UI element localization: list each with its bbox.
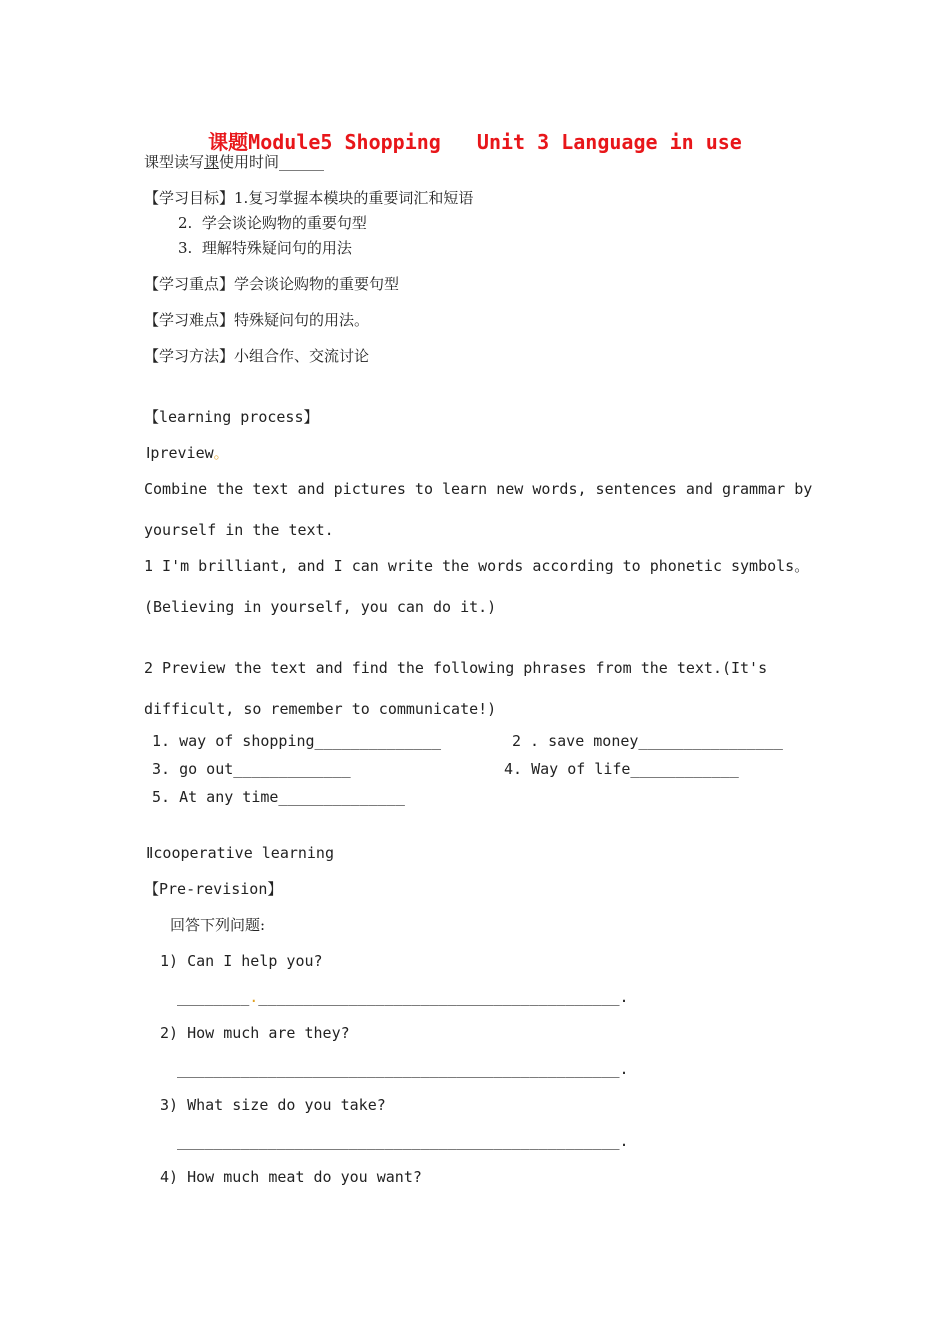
lesson-time-blank: ______ [279,153,325,171]
preview-intro-line-2: yourself in the text. [144,521,334,539]
objective-1: 1.复习掌握本模块的重要词汇和短语 [234,189,474,207]
answer-line [177,987,629,1007]
task-2-line-1: 2 Preview the text and find the following phrases from the text.(It's [144,659,768,677]
answer-line-mark: . [249,988,259,1006]
lesson-type-line [144,152,324,172]
instruction: 回答下列问题: [170,916,266,934]
task-1-line-1: 1 I'm brilliant, and I can write the words according to phonetic symbols。 [144,557,810,575]
lesson-time-label: 使用时间 [219,153,280,171]
preview-heading-text: Ⅰpreview [146,444,214,462]
phrase-item: 3. go out_____________ [152,760,351,778]
page-title [0,126,950,155]
question-item: 4) How much meat do you want? [160,1168,422,1186]
title-rest: Module5 Shopping Unit 3 Language in use [248,130,742,154]
task-1-line-2: (Believing in yourself, you can do it.) [144,598,497,616]
preview-intro-line-1: Combine the text and pictures to learn new words, sentences and grammar by [144,480,813,498]
objectives-line [144,188,473,208]
title-prefix: 课题 [208,130,249,154]
answer-line-part: ________________________________________. [258,988,629,1006]
preview-heading-dot: 。 [213,444,229,462]
answer-line: _________________________________________________. [177,1060,629,1078]
phrase-item: 2 . save money________________ [512,732,783,750]
preview-heading [146,443,229,463]
pre-revision-heading: 【Pre-revision】 [144,880,283,898]
phrase-item: 4. Way of life____________ [504,760,739,778]
difficulty: 【学习难点】特殊疑问句的用法。 [144,311,370,329]
process-heading: 【learning process】 [144,408,319,426]
lesson-type-underlined: 课 [204,153,220,171]
key-point: 【学习重点】学会谈论购物的重要句型 [144,275,400,293]
objective-3: 3. 理解特殊疑问句的用法 [178,239,352,257]
question-item: 3) What size do you take? [160,1096,386,1114]
objectives-label: 【学习目标】 [144,189,235,207]
question-item: 1) Can I help you? [160,952,323,970]
task-2-line-2: difficult, so remember to communicate!) [144,700,497,718]
cooperative-heading: Ⅱcooperative learning [146,844,334,862]
objective-2: 2. 学会谈论购物的重要句型 [178,214,367,232]
phrase-item: 1. way of shopping______________ [152,732,441,750]
lesson-type-label: 课型读写 [144,153,205,171]
method: 【学习方法】小组合作、交流讨论 [144,347,370,365]
phrase-item: 5. At any time______________ [152,788,405,806]
question-item: 2) How much are they? [160,1024,350,1042]
answer-line-part: ________ [177,988,250,1006]
answer-line: _________________________________________________. [177,1132,629,1150]
